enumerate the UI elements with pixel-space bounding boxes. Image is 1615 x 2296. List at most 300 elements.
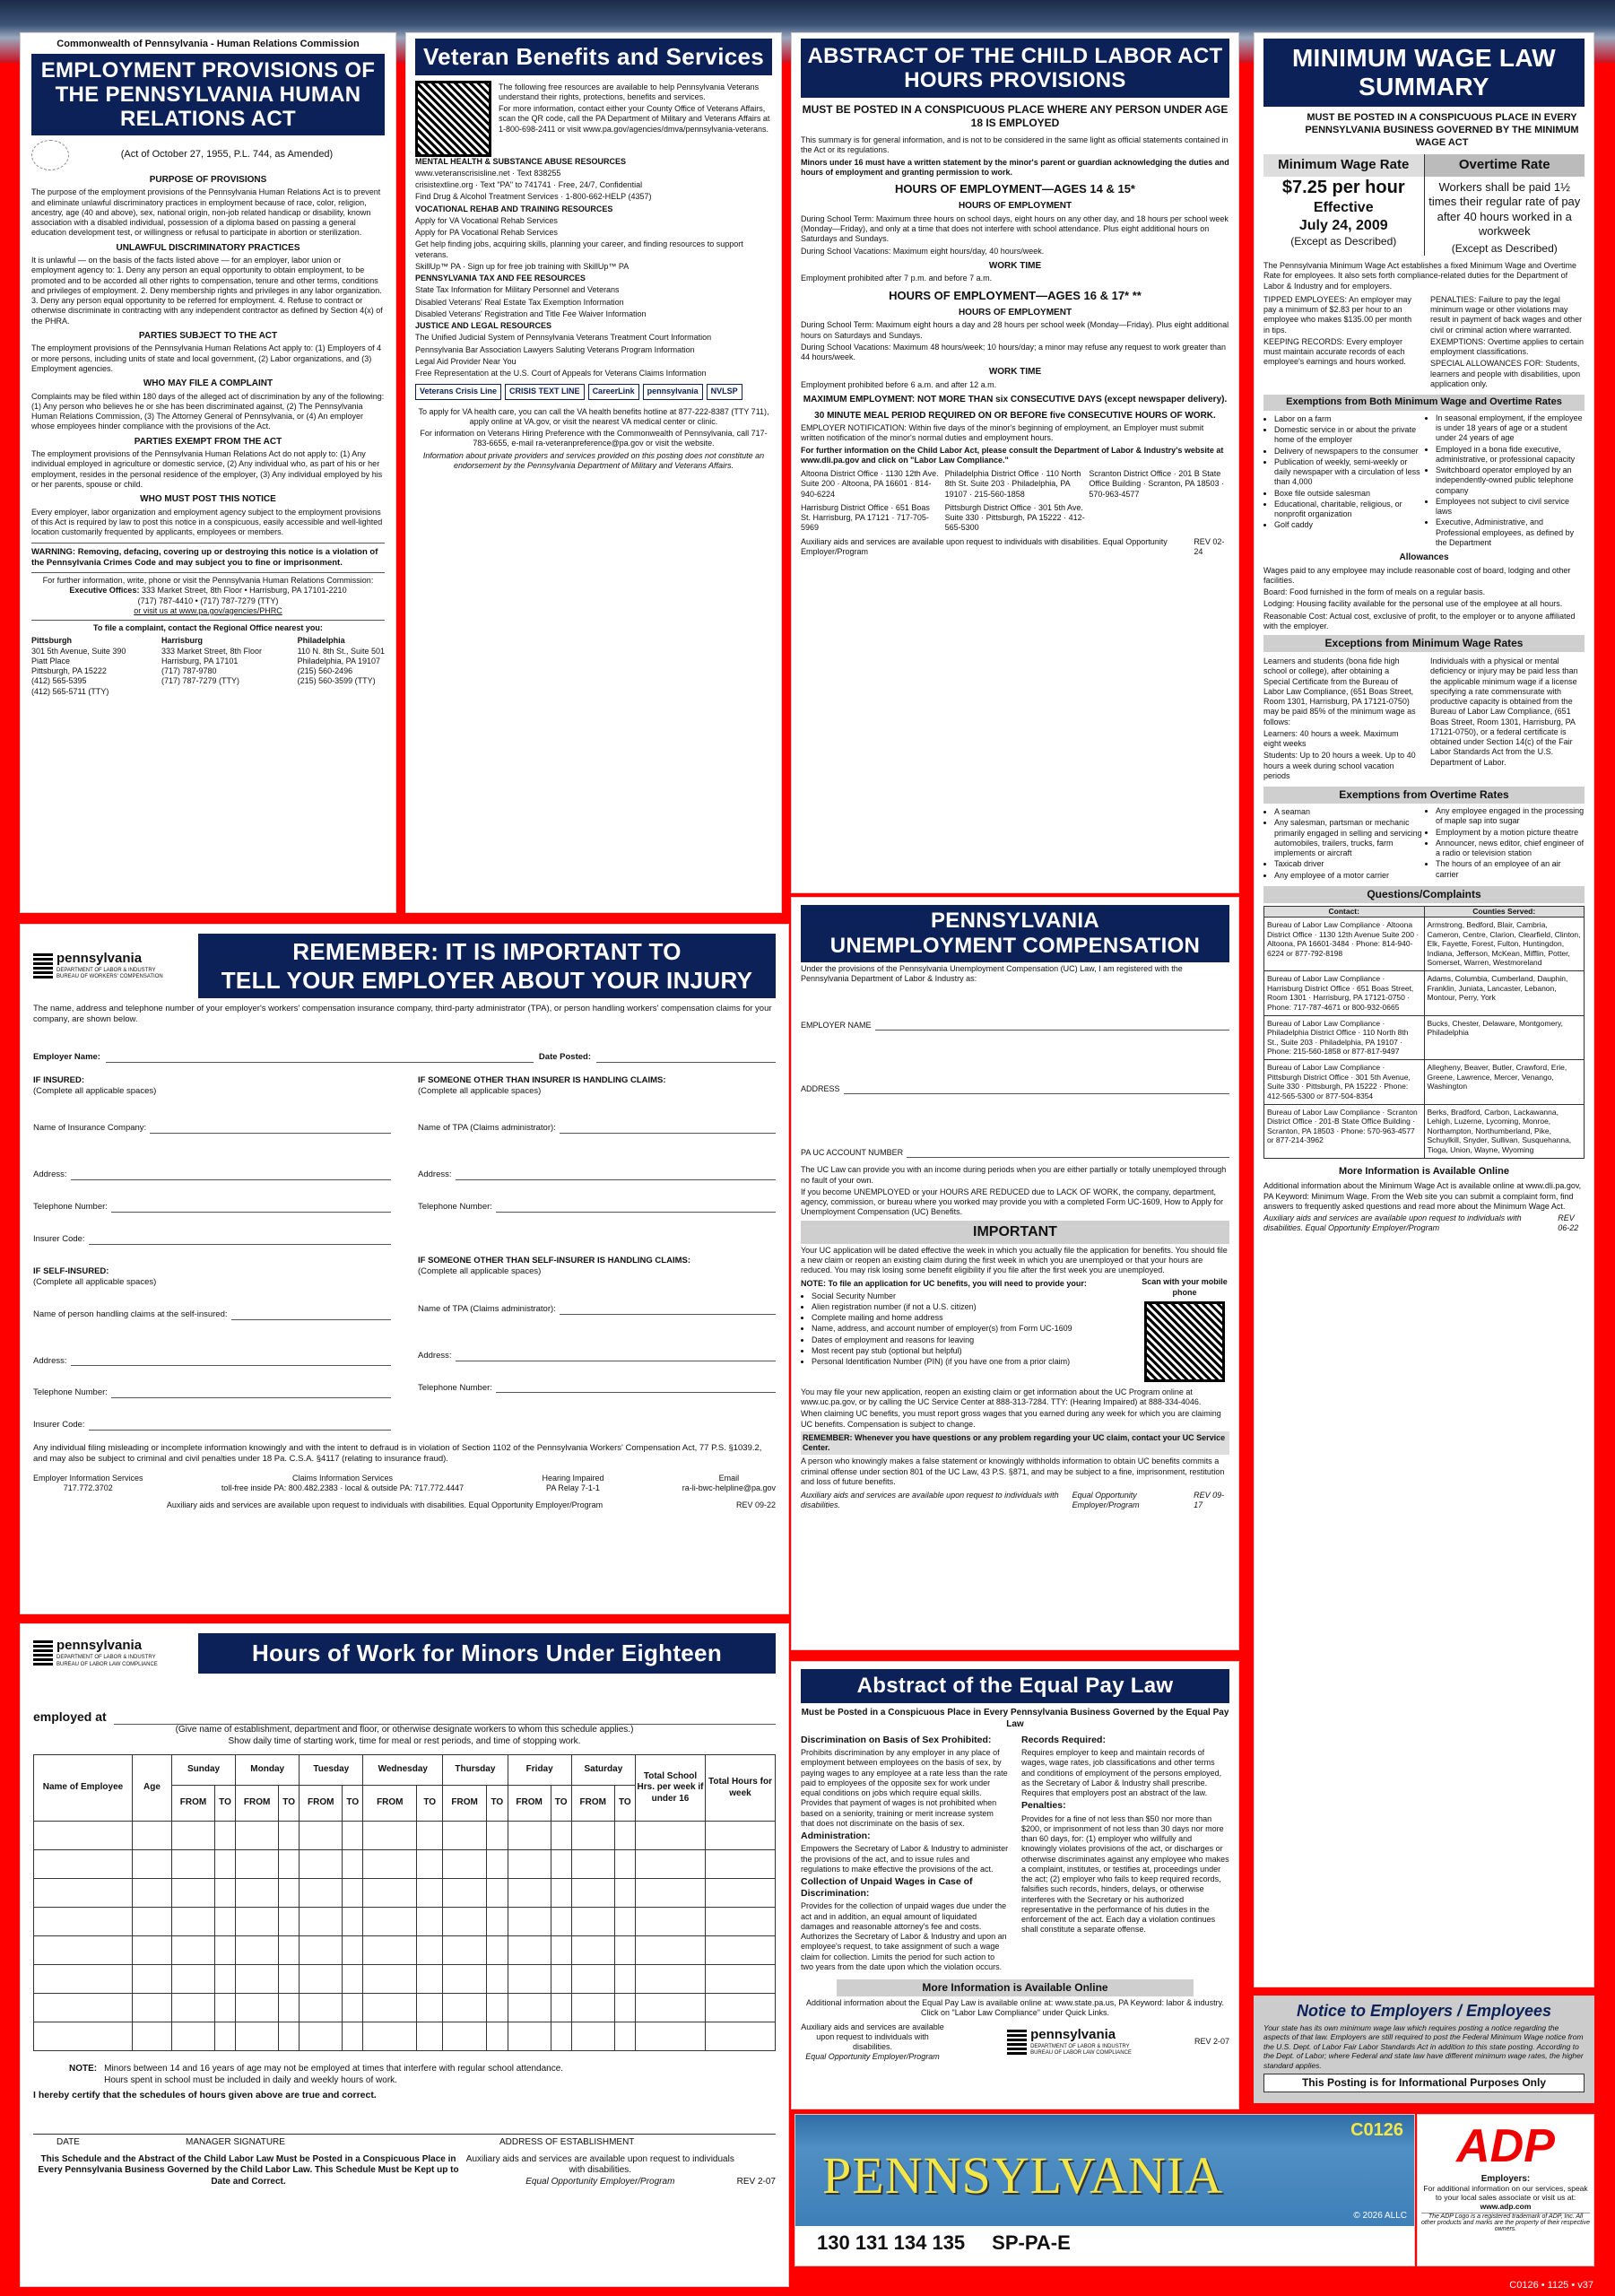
hours-subheading: HOURS OF EMPLOYMENT bbox=[958, 307, 1072, 317]
form-row bbox=[418, 1170, 776, 1180]
adp-link[interactable]: www.adp.com bbox=[1480, 2202, 1532, 2211]
schedule-cell[interactable] bbox=[363, 1879, 417, 1908]
office-line: Pittsburgh, PA 15222 bbox=[31, 666, 107, 675]
meal-period: 30 MINUTE MEAL PERIOD REQUIRED ON OR BEFORE five CONSECUTIVE HOURS OF WORK. bbox=[814, 410, 1216, 421]
field-input[interactable] bbox=[71, 1365, 392, 1366]
uc-remember: REMEMBER: Whenever you have questions or any problem regarding your UC claim, contact your UC Service Center. bbox=[801, 1431, 1229, 1456]
field-label: Address: bbox=[33, 1355, 67, 1366]
resource-link[interactable]: SkillUp™ PA · Sign up for free job training with SkillUp™ PA bbox=[415, 261, 630, 271]
schedule-cell[interactable] bbox=[279, 1908, 300, 1936]
complete-note: (Complete all applicable spaces) bbox=[33, 1085, 157, 1096]
schedule-cell[interactable] bbox=[636, 1936, 706, 1965]
schedule-cell[interactable] bbox=[34, 1936, 133, 1965]
schedule-cell[interactable] bbox=[443, 1908, 487, 1936]
schedule-cell[interactable] bbox=[279, 1936, 300, 1965]
counties-cell: Adams, Columbia, Cumberland, Dauphin, Franklin, Juniata, Lancaster, Lebanon, Montour, Perry, York bbox=[1424, 971, 1585, 1016]
resource-link[interactable]: Free Representation at the U.S. Court of Appeals for Veterans Claims Information bbox=[415, 369, 707, 378]
schedule-cell[interactable] bbox=[614, 1994, 635, 2022]
banner-code: C0126 bbox=[1350, 2120, 1403, 2140]
resource-heading: JUSTICE AND LEGAL RESOURCES bbox=[415, 321, 552, 330]
field-input[interactable] bbox=[89, 1430, 391, 1431]
schedule-cell[interactable] bbox=[508, 2022, 551, 2051]
schedule-cell[interactable] bbox=[706, 1879, 776, 1908]
field-input[interactable] bbox=[496, 1392, 776, 1393]
form-row bbox=[418, 1383, 776, 1394]
state-banner bbox=[794, 2114, 1415, 2266]
employer-name-field[interactable] bbox=[106, 1052, 534, 1063]
banner-numbers: 130 131 134 135 bbox=[817, 2231, 966, 2254]
schedule-cell[interactable] bbox=[571, 1879, 614, 1908]
schedule-cell[interactable] bbox=[214, 1908, 235, 1936]
schedule-cell[interactable] bbox=[172, 1908, 215, 1936]
office-city: Pittsburgh bbox=[31, 636, 72, 646]
field-label: Name of TPA (Claims administrator): bbox=[418, 1123, 556, 1134]
ep-aux: Auxiliary aids and services are available upon request to individuals with disabilities. bbox=[801, 2022, 944, 2051]
col-from: FROM bbox=[508, 1786, 551, 1822]
schedule-cell[interactable] bbox=[279, 1965, 300, 1994]
schedule-cell[interactable] bbox=[571, 2022, 614, 2051]
schedule-cell[interactable] bbox=[343, 1850, 363, 1879]
schedule-cell[interactable] bbox=[508, 1850, 551, 1879]
schedule-cell[interactable] bbox=[551, 1879, 571, 1908]
schedule-cell[interactable] bbox=[508, 1822, 551, 1850]
field-input[interactable] bbox=[231, 1319, 391, 1320]
schedule-cell[interactable] bbox=[571, 1908, 614, 1936]
veteran-badges bbox=[415, 384, 772, 399]
schedule-cell[interactable] bbox=[279, 2022, 300, 2051]
ep-text: Provides for the collection of unpaid wages due under the act and in addition, an equal amount of liquidated damages and reasonable attorney's fee and costs. Authorizes the Secretary of Labor & Industry and upon an employee's request, to take assignment of such a wage claim for collection. Limits the period for such action to two years from the date upon which the violation occurs. bbox=[801, 1901, 1007, 1971]
agency-badge-icon: NVLSP bbox=[707, 384, 742, 399]
signature-label: MANAGER SIGNATURE bbox=[186, 2137, 285, 2148]
ep-more-info-heading: More Information is Available Online bbox=[837, 1979, 1194, 1996]
resource-link[interactable]: Disabled Veterans' Registration and Title Fee Waiver Information bbox=[415, 309, 647, 318]
schedule-cell[interactable] bbox=[614, 1965, 635, 1994]
schedule-cell[interactable] bbox=[214, 1850, 235, 1879]
questions-heading: Questions/Complaints bbox=[1263, 886, 1585, 903]
complaints-header: Contact: bbox=[1264, 907, 1425, 918]
schedule-cell[interactable] bbox=[34, 2022, 133, 2051]
penalties: PENALTIES: Failure to pay the legal minimum wage or other violations may result in payment of back wages and other civil or criminal action where warranted. bbox=[1430, 294, 1583, 335]
employed-at-field[interactable] bbox=[114, 1709, 776, 1726]
uc-note: NOTE: To file an application for UC benefits, you will need to provide your: bbox=[801, 1279, 1087, 1289]
ep-text: Requires employer to keep and maintain records of wages, wage rates, job classifications and other terms and conditions of employment of the persons employed, as the Secretary of Labor & Industry shall prescribe. Requires that employers post an abstract of the law. bbox=[1021, 1748, 1222, 1798]
phrc-website-link[interactable]: or visit us at www.pa.gov/agencies/PHRC bbox=[134, 605, 282, 615]
schedule-cell[interactable] bbox=[236, 1879, 279, 1908]
schedule-cell[interactable] bbox=[363, 1850, 417, 1879]
district-office: Philadelphia District Office · 110 North 8th St. Suite 203 · Philadelphia, PA 19107 · 215-560-1858 bbox=[944, 469, 1081, 499]
resource-link[interactable]: The Unified Judicial System of Pennsylvania Veterans Treatment Court Information bbox=[415, 333, 712, 343]
min-wage-rate: $7.25 per hour bbox=[1281, 178, 1405, 197]
schedule-cell[interactable] bbox=[417, 1965, 443, 1994]
uc-need-item: • Dates of employment and reasons for leaving bbox=[812, 1335, 1140, 1345]
schedule-cell[interactable] bbox=[343, 1965, 363, 1994]
schedule-cell[interactable] bbox=[706, 1908, 776, 1936]
field-input[interactable] bbox=[560, 1133, 776, 1134]
warning-label: WARNING: bbox=[31, 547, 76, 558]
schedule-table bbox=[33, 1754, 776, 2051]
schedule-cell[interactable] bbox=[34, 1850, 133, 1879]
vacation-1415: During School Vacations: Maximum eight hours/day, 40 hours/week. bbox=[801, 246, 1045, 256]
office-cell: Bureau of Labor Law Compliance · Scranton District Office · 201-B State Office Building · Scranton, PA 18503 · Phone: 570-963-4577 or 877-214-3962 bbox=[1264, 1104, 1425, 1158]
schedule-cell[interactable] bbox=[417, 1822, 443, 1850]
schedule-cell[interactable] bbox=[508, 1908, 551, 1936]
veteran-qr-code[interactable] bbox=[415, 81, 491, 157]
schedule-cell[interactable] bbox=[551, 1850, 571, 1879]
district-office: Altoona District Office · 1130 12th Ave. Suite 200 · Altoona, PA 16601 · 814-940-6224 bbox=[801, 469, 939, 499]
childlabor-title: ABSTRACT OF THE CHILD LABOR ACT HOURS PROVISIONS bbox=[801, 39, 1229, 98]
form-row bbox=[33, 1420, 391, 1431]
contact-label: Hearing Impaired bbox=[542, 1473, 604, 1483]
section-text: Every employer, labor organization and employment agency subject to the employment provisions of this Act is required by law to post this notice in a conspicuous, easily accessible and well-lighted location customarily frequented by applicants, employees or members. bbox=[31, 507, 383, 536]
form-row bbox=[418, 1123, 776, 1134]
schedule-cell[interactable] bbox=[508, 1936, 551, 1965]
schedule-cell[interactable] bbox=[551, 1965, 571, 1994]
resource-link[interactable]: State Tax Information for Military Personnel and Veterans bbox=[415, 285, 620, 295]
counties-cell: Bucks, Chester, Delaware, Montgomery, Philadelphia bbox=[1424, 1015, 1585, 1060]
office-city: Philadelphia bbox=[297, 636, 345, 646]
field-label: Address: bbox=[418, 1170, 452, 1180]
schedule-cell[interactable] bbox=[34, 1965, 133, 1994]
schedule-cell[interactable] bbox=[214, 1879, 235, 1908]
schedule-cell[interactable] bbox=[34, 1908, 133, 1936]
complaints-table bbox=[1263, 906, 1585, 1158]
schedule-cell[interactable] bbox=[214, 1965, 235, 1994]
resource-link[interactable]: Get help finding jobs, acquiring skills, planning your career, and finding resources to support veterans. bbox=[415, 239, 743, 259]
uc-address-label: ADDRESS bbox=[801, 1083, 840, 1093]
schedule-cell[interactable] bbox=[133, 2022, 172, 2051]
worktime-heading: WORK TIME bbox=[988, 260, 1042, 271]
contact-label: Claims Information Services bbox=[291, 1473, 394, 1483]
schedule-cell[interactable] bbox=[636, 1850, 706, 1879]
office-line: Harrisburg, PA 17101 bbox=[161, 656, 239, 665]
minors-aux: Auxiliary aids and services are available upon request to individuals with disabilities. bbox=[465, 2153, 734, 2176]
schedule-cell[interactable] bbox=[214, 1936, 235, 1965]
effective-date: July 24, 2009 bbox=[1298, 218, 1388, 233]
schedule-cell[interactable] bbox=[614, 1850, 635, 1879]
informational-only: This Posting is for Informational Purposes Only bbox=[1263, 2074, 1585, 2092]
field-input[interactable] bbox=[89, 1244, 391, 1245]
counties-cell: Armstrong, Bedford, Blair, Cambria, Cameron, Centre, Clarion, Clearfield, Clinton, Elk, Fayette, Forest, Fulton, Huntingdon, Indiana, Jefferson, McKean, Mifflin, Potter, Somerset, Warren, Westmoreland bbox=[1424, 917, 1585, 970]
schedule-cell[interactable] bbox=[706, 2022, 776, 2051]
schedule-cell[interactable] bbox=[133, 1965, 172, 1994]
field-label: Insurer Code: bbox=[33, 1420, 85, 1431]
schedule-cell[interactable] bbox=[343, 1879, 363, 1908]
schedule-cell[interactable] bbox=[363, 1936, 417, 1965]
schedule-cell[interactable] bbox=[236, 1850, 279, 1879]
office-line: (717) 787-7279 (TTY) bbox=[161, 676, 240, 686]
schedule-cell[interactable] bbox=[343, 1936, 363, 1965]
schedule-cell[interactable] bbox=[417, 1936, 443, 1965]
schedule-cell[interactable] bbox=[571, 1936, 614, 1965]
schedule-cell[interactable] bbox=[551, 1936, 571, 1965]
col-from: FROM bbox=[571, 1786, 614, 1822]
minwage-posted: MUST BE POSTED IN A CONSPICUOUS PLACE IN EVERY PENNSYLVANIA BUSINESS GOVERNED BY THE MINIMUM WAGE ACT bbox=[1305, 112, 1579, 148]
veteran-footer-3: Information about private providers and services provided on this posting does not constitute an endorsement by the Pennsylvania Department of Military and Veterans Affairs. bbox=[422, 450, 765, 470]
field-input[interactable] bbox=[150, 1133, 391, 1134]
schedule-cell[interactable] bbox=[133, 1908, 172, 1936]
schedule-cell[interactable] bbox=[487, 1879, 508, 1908]
schedule-cell[interactable] bbox=[172, 1850, 215, 1879]
learners: Learners: 40 hours a week. Maximum eight weeks bbox=[1263, 728, 1399, 748]
schedule-cell[interactable] bbox=[363, 2022, 417, 2051]
uc-need-item: • Alien registration number (if not a U.S. citizen) bbox=[812, 1302, 1140, 1312]
schedule-cell[interactable] bbox=[551, 1908, 571, 1936]
field-input[interactable] bbox=[560, 1314, 776, 1315]
contact-value: ra-li-bwc-helpline@pa.gov bbox=[682, 1483, 776, 1493]
schedule-cell[interactable] bbox=[236, 2022, 279, 2051]
schedule-cell[interactable] bbox=[300, 1936, 343, 1965]
except-note: (Except as Described) bbox=[1290, 235, 1397, 248]
schedule-cell[interactable] bbox=[636, 1879, 706, 1908]
schedule-cell[interactable] bbox=[571, 1994, 614, 2022]
resource-link[interactable]: Find Drug & Alcohol Treatment Services · 1-800-662-HELP (4357) bbox=[415, 192, 652, 202]
ep-text: Provides for a fine of not less than $50 nor more than $200, or imprisonment of not less than 30 days nor more than 60 days, for: (1) employer who willfully and knowingly violates provisions of the act, or discharges or otherwise discriminates against any employee who makes a complaint, institutes, or testifies at, proceedings under the act; (2) employer who fails to keep required records, falsifies such records, hinders, delays, or otherwise interferes with the Secretary or his authorized representative in the performance of his duties in the enforcement of the act. Each day a violation continues shall constitute a separate offense. bbox=[1021, 1813, 1229, 1935]
field-label: Name of person handling claims at the self-insured: bbox=[33, 1309, 228, 1319]
pa-labor-logo: pennsylvania DEPARTMENT OF LABOR & INDUSTRY BUREAU OF LABOR LAW COMPLIANCE bbox=[33, 1638, 186, 1668]
ot-exemption-item: • Any employee engaged in the processing of maple sap into sugar bbox=[1436, 806, 1585, 827]
date-posted-field[interactable] bbox=[596, 1052, 776, 1063]
ot-exemption-item: • The hours of an employee of an air carrier bbox=[1436, 859, 1585, 880]
schedule-cell[interactable] bbox=[636, 1822, 706, 1850]
equalpay-left bbox=[801, 1735, 1009, 1974]
schedule-cell[interactable] bbox=[300, 2022, 343, 2051]
schedule-cell[interactable] bbox=[508, 1879, 551, 1908]
schedule-cell[interactable] bbox=[614, 2022, 635, 2051]
schedule-cell[interactable] bbox=[343, 1908, 363, 1936]
resource-link[interactable]: Disabled Veterans' Real Estate Tax Exemption Information bbox=[415, 297, 624, 307]
keeping-records: KEEPING RECORDS: Every employer must maintain accurate records of each employee's earnings and hours worked. bbox=[1263, 336, 1406, 367]
uc-rev: REV 09-17 bbox=[1194, 1491, 1225, 1510]
schedule-cell[interactable] bbox=[34, 1994, 133, 2022]
ot-exemption-item: • Any salesman, partsman or mechanic primarily engaged in selling and servicing automobiles, trailers, trucks, farm implements or aircraft bbox=[1274, 818, 1423, 858]
section-heading: WHO MAY FILE A COMPLAINT bbox=[143, 378, 274, 388]
field-input[interactable] bbox=[496, 1212, 776, 1213]
schedule-cell[interactable] bbox=[214, 1994, 235, 2022]
complaints-header-row bbox=[1264, 907, 1585, 918]
schedule-cell[interactable] bbox=[551, 1994, 571, 2022]
regional-office bbox=[298, 636, 385, 697]
exemption-item: • Educational, charitable, religious, or nonprofit organization bbox=[1274, 500, 1423, 520]
schedule-cell[interactable] bbox=[443, 1879, 487, 1908]
office-line: (215) 560-3599 (TTY) bbox=[297, 676, 376, 686]
minwage-title: MINIMUM WAGE LAW SUMMARY bbox=[1263, 39, 1585, 107]
warning-text: Removing, defacing, covering up or destroying this notice is a violation of the Pennsylvania Crimes Code and may subject you to fine or imprisonment. bbox=[31, 547, 378, 569]
schedule-cell[interactable] bbox=[363, 1822, 417, 1850]
resource-link[interactable]: Apply for PA Vocational Rehab Services bbox=[415, 228, 558, 237]
col-day: Friday bbox=[508, 1755, 571, 1786]
schedule-cell[interactable] bbox=[300, 1994, 343, 2022]
schedule-cell[interactable] bbox=[363, 1908, 417, 1936]
schedule-cell[interactable] bbox=[508, 1994, 551, 2022]
min-wage-rate-heading: Minimum Wage Rate bbox=[1263, 154, 1424, 177]
office-line: Philadelphia, PA 19107 bbox=[297, 656, 381, 665]
schedule-cell[interactable] bbox=[279, 1879, 300, 1908]
schedule-cell[interactable] bbox=[551, 1822, 571, 1850]
schedule-cell[interactable] bbox=[487, 1994, 508, 2022]
schedule-cell[interactable] bbox=[343, 2022, 363, 2051]
schedule-cell[interactable] bbox=[279, 1850, 300, 1879]
schedule-cell[interactable] bbox=[571, 1850, 614, 1879]
schedule-cell[interactable] bbox=[614, 1879, 635, 1908]
schedule-cell[interactable] bbox=[236, 1822, 279, 1850]
field-input[interactable] bbox=[111, 1397, 391, 1398]
schedule-cell[interactable] bbox=[417, 1994, 443, 2022]
schedule-cell[interactable] bbox=[487, 1936, 508, 1965]
schedule-cell[interactable] bbox=[443, 1965, 487, 1994]
schedule-cell[interactable] bbox=[343, 1994, 363, 2022]
section-heading: PARTIES SUBJECT TO THE ACT bbox=[138, 330, 278, 341]
schedule-cell[interactable] bbox=[443, 1994, 487, 2022]
schedule-cell[interactable] bbox=[487, 1850, 508, 1879]
schedule-cell[interactable] bbox=[172, 1822, 215, 1850]
schedule-cell[interactable] bbox=[614, 1908, 635, 1936]
minors-panel bbox=[20, 1623, 789, 2287]
schedule-cell[interactable] bbox=[172, 2022, 215, 2051]
schedule-cell[interactable] bbox=[300, 1879, 343, 1908]
form-row bbox=[33, 1202, 391, 1213]
schedule-cell[interactable] bbox=[34, 1822, 133, 1850]
schedule-cell[interactable] bbox=[300, 1850, 343, 1879]
ot-exemption-item: • A seaman bbox=[1274, 807, 1423, 817]
uc-employer-field[interactable] bbox=[875, 1021, 1229, 1031]
schedule-row bbox=[34, 1879, 776, 1908]
phrc-commission: Commonwealth of Pennsylvania - Human Relations Commission bbox=[56, 39, 360, 49]
schedule-cell[interactable] bbox=[487, 1908, 508, 1936]
col-to: TO bbox=[343, 1786, 363, 1822]
resource-link[interactable]: Apply for VA Vocational Rehab Services bbox=[415, 215, 558, 225]
schedule-cell[interactable] bbox=[706, 1822, 776, 1850]
field-label: Telephone Number: bbox=[33, 1387, 108, 1398]
uc-account-field[interactable] bbox=[907, 1148, 1229, 1158]
schedule-row bbox=[34, 2022, 776, 2051]
schedule-cell[interactable] bbox=[343, 1822, 363, 1850]
schedule-cell[interactable] bbox=[133, 1936, 172, 1965]
schedule-cell[interactable] bbox=[236, 1908, 279, 1936]
schedule-cell[interactable] bbox=[172, 1965, 215, 1994]
complaints-row bbox=[1264, 1015, 1585, 1060]
col-from: FROM bbox=[300, 1786, 343, 1822]
schedule-cell[interactable] bbox=[300, 1965, 343, 1994]
schedule-cell[interactable] bbox=[571, 1965, 614, 1994]
schedule-cell[interactable] bbox=[279, 1994, 300, 2022]
schedule-cell[interactable] bbox=[133, 1822, 172, 1850]
schedule-cell[interactable] bbox=[236, 1936, 279, 1965]
schedule-cell[interactable] bbox=[34, 1879, 133, 1908]
schedule-cell[interactable] bbox=[236, 1994, 279, 2022]
resource-heading: VOCATIONAL REHAB AND TRAINING RESOURCES bbox=[415, 204, 613, 213]
schedule-cell[interactable] bbox=[236, 1965, 279, 1994]
schedule-cell[interactable] bbox=[706, 1936, 776, 1965]
schedule-cell[interactable] bbox=[417, 1850, 443, 1879]
schedule-cell[interactable] bbox=[279, 1822, 300, 1850]
exemption-item: • Golf caddy bbox=[1274, 520, 1423, 530]
schedule-cell[interactable] bbox=[172, 1936, 215, 1965]
schedule-cell[interactable] bbox=[706, 1965, 776, 1994]
uc-qr-code[interactable] bbox=[1144, 1301, 1225, 1382]
resource-heading: MENTAL HEALTH & SUBSTANCE ABUSE RESOURCES bbox=[415, 156, 627, 166]
hours-1415-heading: HOURS OF EMPLOYMENT—AGES 14 & 15* bbox=[895, 182, 1135, 196]
schedule-cell[interactable] bbox=[214, 1822, 235, 1850]
childlabor-info: For further information on the Child Labor Act, please consult the Department of Labor & Industry's website at www.dli.pa.gov and click on "Labor Law Compliance." bbox=[801, 445, 1224, 465]
notice-text: Your state has its own minimum wage law which requires posting a notice regarding the aspects of that law. Employers are still required to post the Federal Minimum Wage notice from the U.S. Dept. of Labor Fair Labor Standards Act in addition to this state posting. According to the Dept. of Labor; where Federal and state law have different minimum wage rates, the higher standard applies. bbox=[1263, 2022, 1584, 2070]
schedule-cell[interactable] bbox=[417, 1879, 443, 1908]
schedule-cell[interactable] bbox=[636, 1965, 706, 1994]
veteran-intro-2: For more information, contact either your County Office of Veterans Affairs, scan the QR code, call the PA Department of Military and Veterans Affairs at 1-800-698-2411 or visit www.pa.gov/agencies/dmva/pennsylvania-veterans. bbox=[499, 104, 770, 134]
schedule-cell[interactable] bbox=[363, 1965, 417, 1994]
schedule-cell[interactable] bbox=[417, 1908, 443, 1936]
resource-link[interactable]: www.veteranscrisisline.net · Text 838255 bbox=[415, 168, 561, 178]
schedule-cell[interactable] bbox=[487, 2022, 508, 2051]
schedule-cell[interactable] bbox=[636, 2022, 706, 2051]
schedule-cell[interactable] bbox=[706, 1850, 776, 1879]
schedule-cell[interactable] bbox=[133, 1994, 172, 2022]
schedule-cell[interactable] bbox=[487, 1965, 508, 1994]
schedule-cell[interactable] bbox=[508, 1965, 551, 1994]
schedule-cell[interactable] bbox=[614, 1936, 635, 1965]
schedule-cell[interactable] bbox=[363, 1994, 417, 2022]
contact-block bbox=[682, 1474, 776, 1494]
learners-students: Learners and students (bona fide high school or college), after obtaining a Special Certificate from the Bureau of Labor Law Compliance, (651 Boas Street, Room 1301, Harrisburg, PA 17121-0750) may be paid 85% of the minimum wage as follows: bbox=[1263, 657, 1416, 726]
col-day: Thursday bbox=[443, 1755, 508, 1786]
regional-offices bbox=[31, 636, 385, 697]
schedule-cell[interactable] bbox=[443, 1850, 487, 1879]
injury-title-1: REMEMBER: IT IS IMPORTANT TO bbox=[292, 938, 682, 965]
office-line: 333 Market Street, 8th Floor bbox=[161, 646, 263, 656]
schedule-cell[interactable] bbox=[571, 1822, 614, 1850]
vacation-1617: During School Vacations: Maximum 48 hours/week; 10 hours/day; a minor may refuse any request to work greater than 44 hours/week. bbox=[801, 342, 1227, 361]
field-label: Address: bbox=[418, 1350, 452, 1361]
schedule-cell[interactable] bbox=[614, 1822, 635, 1850]
field-input[interactable] bbox=[71, 1179, 392, 1180]
schedule-cell[interactable] bbox=[417, 2022, 443, 2051]
reasonable-cost: Reasonable Cost: Actual cost, exclusive of profit, to the employer or to anyone affiliated with the employer. bbox=[1263, 611, 1576, 631]
schedule-cell[interactable] bbox=[172, 1994, 215, 2022]
schedule-cell[interactable] bbox=[133, 1879, 172, 1908]
schedule-cell[interactable] bbox=[214, 2022, 235, 2051]
injury-panel bbox=[20, 924, 789, 1614]
schedule-cell[interactable] bbox=[487, 1822, 508, 1850]
field-input[interactable] bbox=[456, 1179, 777, 1180]
field-input[interactable] bbox=[111, 1212, 391, 1213]
resource-link[interactable]: Pennsylvania Bar Association Lawyers Saluting Veterans Program Information bbox=[415, 344, 695, 354]
schedule-cell[interactable] bbox=[636, 1994, 706, 2022]
schedule-cell[interactable] bbox=[443, 1822, 487, 1850]
schedule-cell[interactable] bbox=[133, 1850, 172, 1879]
office-cell: Bureau of Labor Law Compliance · Philadelphia District Office · 110 North 8th St., Suite 203 · Philadelphia, PA 19107 · Phone: 215-560-1858 or 877-817-9497 bbox=[1264, 1015, 1425, 1060]
schedule-cell[interactable] bbox=[636, 1908, 706, 1936]
resource-link[interactable]: crisistextline.org · Text "PA" to 741741 · Free, 24/7, Confidential bbox=[415, 180, 643, 189]
phrc-act: (Act of October 27, 1955, P.L. 744, as Amended) bbox=[120, 148, 334, 160]
schedule-cell[interactable] bbox=[300, 1822, 343, 1850]
agency-badge-icon: Veterans Crisis Line bbox=[415, 384, 501, 399]
schedule-cell[interactable] bbox=[551, 2022, 571, 2051]
phrc-sections bbox=[31, 175, 385, 538]
schedule-cell[interactable] bbox=[172, 1879, 215, 1908]
schedule-cell[interactable] bbox=[300, 1908, 343, 1936]
equalpay-title: Abstract of the Equal Pay Law bbox=[801, 1669, 1229, 1703]
schedule-cell[interactable] bbox=[443, 2022, 487, 2051]
other-handler-section bbox=[418, 1075, 776, 1431]
uc-address-field[interactable] bbox=[844, 1084, 1229, 1094]
schedule-row bbox=[34, 1908, 776, 1936]
schedule-cell[interactable] bbox=[443, 1936, 487, 1965]
except-note: (Except as Described) bbox=[1451, 242, 1558, 255]
resource-link[interactable]: Legal Aid Provider Near You bbox=[415, 356, 517, 366]
form-row bbox=[33, 1123, 391, 1134]
field-label: Address: bbox=[33, 1170, 67, 1180]
overtime-rate-heading: Overtime Rate bbox=[1425, 154, 1585, 177]
schedule-cell[interactable] bbox=[706, 1994, 776, 2022]
